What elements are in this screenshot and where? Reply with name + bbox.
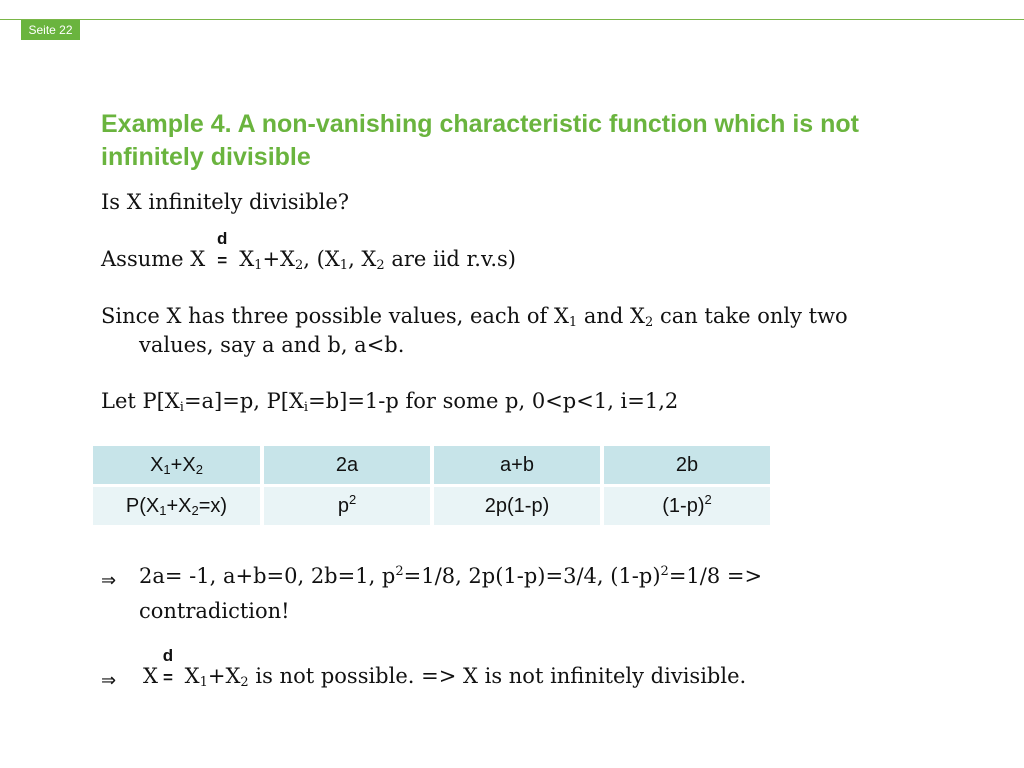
row-cell-p-squared <box>262 486 432 526</box>
equals-sign: = <box>162 668 173 687</box>
row-probability-cell <box>93 486 262 526</box>
result2-plus-x: +X <box>207 664 241 688</box>
header-plus-x: +X <box>170 453 196 476</box>
superscript-2: 2 <box>660 564 669 579</box>
distribution-table <box>93 446 770 525</box>
subscript-2: 2 <box>644 315 654 330</box>
subscript-2: 2 <box>191 502 199 518</box>
row-p-x: P(X <box>125 494 160 517</box>
row-plus-x: +X <box>166 494 192 517</box>
since-line-2: values, say a and b, a<b. <box>139 333 405 357</box>
let-part-3: =b]=1-p for some p, 0<p<1, i=1,2 <box>308 389 679 413</box>
row-cell-2p-1-p: 2p(1-p) <box>432 486 602 526</box>
subscript-1: 1 <box>199 675 208 690</box>
since-part-2: and X <box>577 304 645 328</box>
implies-icon: ⇒ <box>101 570 117 591</box>
subscript-2: 2 <box>195 461 203 477</box>
assume-plus-x: +X <box>262 247 295 271</box>
result1-part-b: =1/8, 2p(1-p)=3/4, (1-p) <box>403 564 661 588</box>
result-line-1 <box>139 562 762 591</box>
let-line <box>101 387 678 416</box>
subscript-2: 2 <box>376 258 385 273</box>
result1-part-a: 2a= -1, a+b=0, 2b=1, p <box>139 564 396 588</box>
assume-comma-x: , X <box>348 247 377 271</box>
subscript-i: i <box>303 400 309 415</box>
assume-suffix: are iid r.v.s) <box>384 247 516 271</box>
assume-prefix: Assume X <box>101 247 206 271</box>
row-1-p: (1-p) <box>662 494 705 517</box>
header-cell-a-plus-b: a+b <box>432 446 602 486</box>
let-part-1: Let P[X <box>101 389 180 413</box>
distribution-d: d <box>217 229 228 248</box>
result-line-2 <box>143 646 747 692</box>
assume-line <box>101 229 516 275</box>
equal-in-distribution-symbol <box>205 229 239 275</box>
slide-title: Example 4. A non-vanishing characteristic function which is not infinitely divisible <box>101 110 860 171</box>
row-p: p <box>337 494 349 517</box>
top-rule <box>0 19 1024 20</box>
superscript-2: 2 <box>395 564 404 579</box>
subscript-2: 2 <box>240 675 249 690</box>
let-part-2: =a]=p, P[X <box>183 389 304 413</box>
row-eq-x: =x) <box>198 494 228 517</box>
subscript-1: 1 <box>254 258 263 273</box>
result2-x1: X <box>177 664 200 688</box>
subscript-1: 1 <box>163 461 171 477</box>
equal-in-distribution-symbol <box>158 646 178 692</box>
page-number-tag: Seite 22 <box>21 20 80 40</box>
subscript-1: 1 <box>339 258 349 273</box>
assume-x: X <box>239 247 255 271</box>
header-cell-2a: 2a <box>262 446 432 486</box>
result2-conclusion: is not possible. => X is not infinitely divisible. <box>248 664 747 688</box>
since-line <box>101 302 848 331</box>
header-sum-cell <box>93 446 262 486</box>
row-cell-1-p-squared <box>602 486 770 526</box>
table-row <box>93 486 770 526</box>
question-line: Is X infinitely divisible? <box>101 190 350 214</box>
subscript-1: 1 <box>159 502 167 518</box>
result1-part-c: =1/8 => <box>668 564 763 588</box>
subscript-i: i <box>179 400 184 415</box>
since-part-1: Since X has three possible values, each of X <box>101 304 569 328</box>
implies-icon: ⇒ <box>101 670 117 691</box>
distribution-d: d <box>162 646 174 665</box>
equals-sign: = <box>217 251 228 270</box>
superscript-2: 2 <box>348 491 357 507</box>
assume-paren-x: , (X <box>303 247 340 271</box>
table-header-row <box>93 446 770 486</box>
subscript-2: 2 <box>295 258 304 273</box>
since-part-3: can take only two <box>653 304 848 328</box>
subscript-1: 1 <box>568 315 578 330</box>
superscript-2: 2 <box>704 491 712 507</box>
result-line-1-continued: contradiction! <box>139 599 290 623</box>
header-x: X <box>150 453 164 476</box>
result2-x: X <box>143 664 158 688</box>
header-cell-2b: 2b <box>602 446 770 486</box>
